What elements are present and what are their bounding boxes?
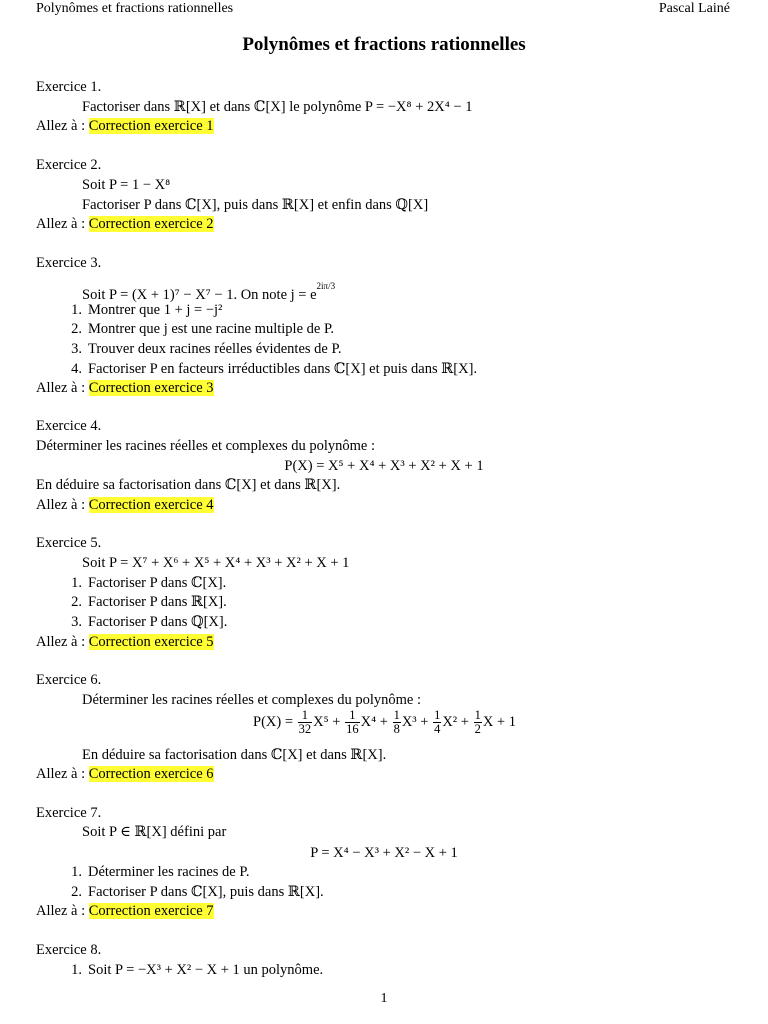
- header-right: Pascal Lainé: [658, 1, 730, 16]
- ex3-item-3: 3. Trouver deux racines réelles évidentes de P.: [71, 341, 342, 357]
- ex5-item-2: 2. Factoriser P dans ℝ[X].: [71, 594, 227, 610]
- correction-link-4[interactable]: Correction exercice 4: [88, 497, 214, 513]
- page-number: 1: [380, 991, 388, 1006]
- ex2-heading: Exercice 2.: [36, 157, 102, 173]
- ex3-item-1: 1. Montrer que 1 + j = −j²: [71, 302, 223, 318]
- ex3-heading: Exercice 3.: [36, 255, 102, 271]
- ex7-item-1: 1. Déterminer les racines de P.: [71, 864, 250, 880]
- ex6-line2: En déduire sa factorisation dans ℂ[X] et dans ℝ[X].: [82, 747, 387, 763]
- ex5-link-row: [36, 633, 214, 651]
- link-prefix: Allez à :: [36, 118, 89, 134]
- link-prefix: Allez à :: [36, 903, 89, 919]
- ex3-item-2: 2. Montrer que j est une racine multiple de P.: [71, 321, 335, 337]
- correction-link-5[interactable]: Correction exercice 5: [88, 634, 214, 650]
- correction-link-6[interactable]: Correction exercice 6: [88, 766, 214, 782]
- correction-link-3[interactable]: Correction exercice 3: [88, 380, 214, 396]
- ex1-heading: Exercice 1.: [36, 79, 102, 95]
- ex8-heading: Exercice 8.: [36, 942, 102, 958]
- ex3-intro-text: Soit P = (X + 1)⁷ − X⁷ − 1. On note j = e: [82, 286, 317, 303]
- ex5-intro: Soit P = X⁷ + X⁶ + X⁵ + X⁴ + X³ + X² + X + 1: [82, 555, 350, 571]
- correction-link-2[interactable]: Correction exercice 2: [88, 216, 214, 232]
- link-prefix: Allez à :: [36, 216, 89, 232]
- header-left: Polynômes et fractions rationnelles: [36, 1, 234, 16]
- ex4-link-row: [36, 496, 214, 514]
- correction-link-1[interactable]: Correction exercice 1: [88, 118, 214, 134]
- ex6-line1: Déterminer les racines réelles et complexes du polynôme :: [82, 692, 422, 708]
- frac-1-2: $\frac{1}{2}$: [474, 708, 481, 737]
- ex6-formula: P(X) = $\frac{1}{32}$ X⁵ + $\frac{1}{16}$ X⁴ + $\frac{1}{8}$ X³ + $\frac{1}{4}$ X² + $\frac{1}{2}$ X + 1: [253, 708, 516, 737]
- link-prefix: Allez à :: [36, 634, 89, 650]
- ex2-link-row: [36, 215, 214, 233]
- ex5-heading: Exercice 5.: [36, 535, 102, 551]
- ex6-heading: Exercice 6.: [36, 672, 102, 688]
- ex7-item-2: 2. Factoriser P dans ℂ[X], puis dans ℝ[X].: [71, 884, 324, 900]
- ex3-link-row: [36, 379, 214, 397]
- ex1-link-row: [36, 117, 214, 135]
- ex8-item-1: 1. Soit P = −X³ + X² − X + 1 un polynôme.: [71, 962, 324, 978]
- link-prefix: Allez à :: [36, 497, 89, 513]
- ex4-formula: P(X) = X⁵ + X⁴ + X³ + X² + X + 1: [284, 458, 484, 474]
- frac-1-16: $\frac{1}{16}$: [346, 708, 359, 737]
- ex5-item-1: 1. Factoriser P dans ℂ[X].: [71, 575, 227, 591]
- ex4-line2: En déduire sa factorisation dans ℂ[X] et dans ℝ[X].: [36, 477, 341, 493]
- frac-1-4: $\frac{1}{4}$: [434, 708, 441, 737]
- ex2-line2: Factoriser P dans ℂ[X], puis dans ℝ[X] et enfin dans ℚ[X]: [82, 197, 429, 213]
- ex7-heading: Exercice 7.: [36, 805, 102, 821]
- page-title: Polynômes et fractions rationnelles: [242, 34, 526, 55]
- ex2-line1: Soit P = 1 − X⁸: [82, 177, 171, 193]
- ex7-link-row: [36, 902, 214, 920]
- ex4-heading: Exercice 4.: [36, 418, 102, 434]
- ex4-line1: Déterminer les racines réelles et complexes du polynôme :: [36, 438, 376, 454]
- frac-1-32: $\frac{1}{32}$: [298, 708, 312, 737]
- link-prefix: Allez à :: [36, 766, 89, 782]
- ex5-item-3: 3. Factoriser P dans ℚ[X].: [71, 614, 228, 630]
- link-prefix: Allez à :: [36, 380, 89, 396]
- ex7-formula: P = X⁴ − X³ + X² − X + 1: [310, 845, 458, 861]
- ex3-item-4: 4. Factoriser P en facteurs irréductibles dans ℂ[X] et puis dans ℝ[X].: [71, 361, 478, 377]
- correction-link-7[interactable]: Correction exercice 7: [88, 903, 214, 919]
- ex3-exponent: 2iπ/3: [316, 281, 336, 291]
- frac-1-8: $\frac{1}{8}$: [393, 708, 400, 737]
- ex7-intro: Soit P ∈ ℝ[X] défini par: [82, 824, 227, 840]
- ex6-link-row: [36, 765, 214, 783]
- ex1-text: Factoriser dans ℝ[X] et dans ℂ[X] le polynôme P = −X⁸ + 2X⁴ − 1: [82, 99, 473, 115]
